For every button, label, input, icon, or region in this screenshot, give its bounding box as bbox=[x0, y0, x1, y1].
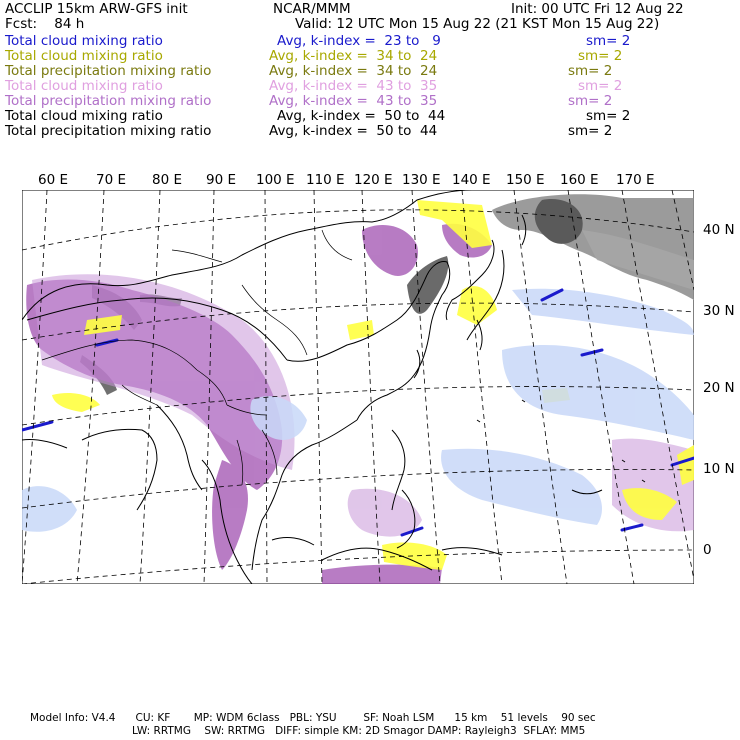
legend-field-name: Total cloud mixing ratio bbox=[5, 33, 163, 49]
legend-row bbox=[5, 48, 735, 63]
legend-row bbox=[5, 123, 735, 138]
legend-smoothing: sm= 2 bbox=[568, 93, 613, 109]
model-info-line2: LW: RRTMG SW: RRTMG DIFF: simple KM: 2D Smagor DAMP: Rayleigh3 SFLAY: MM5 bbox=[132, 725, 586, 737]
lon-label: 100 E bbox=[256, 172, 295, 188]
forecast-hour: Fcst: 84 h bbox=[5, 16, 85, 32]
lat-label: 40 N bbox=[703, 222, 735, 238]
lat-label: 10 N bbox=[703, 461, 735, 477]
lat-label: 30 N bbox=[703, 303, 735, 319]
lat-label: 20 N bbox=[703, 380, 735, 396]
legend-field-name: Total precipitation mixing ratio bbox=[5, 93, 212, 109]
legend-row bbox=[5, 93, 735, 108]
lon-label: 90 E bbox=[206, 172, 236, 188]
legend-smoothing: sm= 2 bbox=[578, 78, 623, 94]
legend-row bbox=[5, 108, 735, 123]
legend-avg-range: Avg, k-index = 34 to 24 bbox=[269, 48, 438, 64]
model-info-line1: Model Info: V4.4 CU: KF MP: WDM 6class PBL: YSU SF: Noah LSM 15 km 51 levels 90 sec bbox=[30, 712, 596, 724]
lon-label: 110 E bbox=[306, 172, 345, 188]
legend-smoothing: sm= 2 bbox=[586, 33, 631, 49]
legend-field-name: Total cloud mixing ratio bbox=[5, 108, 163, 124]
legend-avg-range: Avg, k-index = 34 to 24 bbox=[269, 63, 438, 79]
legend-smoothing: sm= 2 bbox=[586, 108, 631, 124]
legend-avg-range: Avg, k-index = 43 to 35 bbox=[269, 93, 438, 109]
lon-label: 70 E bbox=[96, 172, 126, 188]
legend-smoothing: sm= 2 bbox=[568, 63, 613, 79]
lon-label: 130 E bbox=[402, 172, 441, 188]
legend-field-name: Total precipitation mixing ratio bbox=[5, 123, 212, 139]
lat-label: 0 bbox=[703, 542, 712, 558]
lon-label: 170 E bbox=[616, 172, 655, 188]
legend-row bbox=[5, 33, 735, 48]
legend-field-name: Total precipitation mixing ratio bbox=[5, 63, 212, 79]
institution-label: NCAR/MMM bbox=[273, 1, 351, 17]
lon-label: 60 E bbox=[38, 172, 68, 188]
legend-row bbox=[5, 63, 735, 78]
lon-label: 150 E bbox=[506, 172, 545, 188]
legend-field-name: Total cloud mixing ratio bbox=[5, 78, 163, 94]
lon-label: 160 E bbox=[560, 172, 599, 188]
legend-avg-range: Avg, k-index = 43 to 35 bbox=[269, 78, 438, 94]
lon-label: 80 E bbox=[152, 172, 182, 188]
legend-row bbox=[5, 78, 735, 93]
legend-smoothing: sm= 2 bbox=[568, 123, 613, 139]
plot-title: ACCLIP 15km ARW-GFS init bbox=[5, 1, 188, 17]
init-time: Init: 00 UTC Fri 12 Aug 22 bbox=[511, 1, 684, 17]
legend-avg-range: Avg, k-index = 50 to 44 bbox=[277, 108, 446, 124]
valid-time: Valid: 12 UTC Mon 15 Aug 22 (21 KST Mon 15 Aug 22) bbox=[295, 16, 660, 32]
legend-avg-range: Avg, k-index = 23 to 9 bbox=[277, 33, 441, 49]
lon-label: 120 E bbox=[354, 172, 393, 188]
legend-smoothing: sm= 2 bbox=[578, 48, 623, 64]
legend-field-name: Total cloud mixing ratio bbox=[5, 48, 163, 64]
forecast-map bbox=[22, 190, 694, 584]
lon-label: 140 E bbox=[452, 172, 491, 188]
legend-avg-range: Avg, k-index = 50 to 44 bbox=[269, 123, 438, 139]
